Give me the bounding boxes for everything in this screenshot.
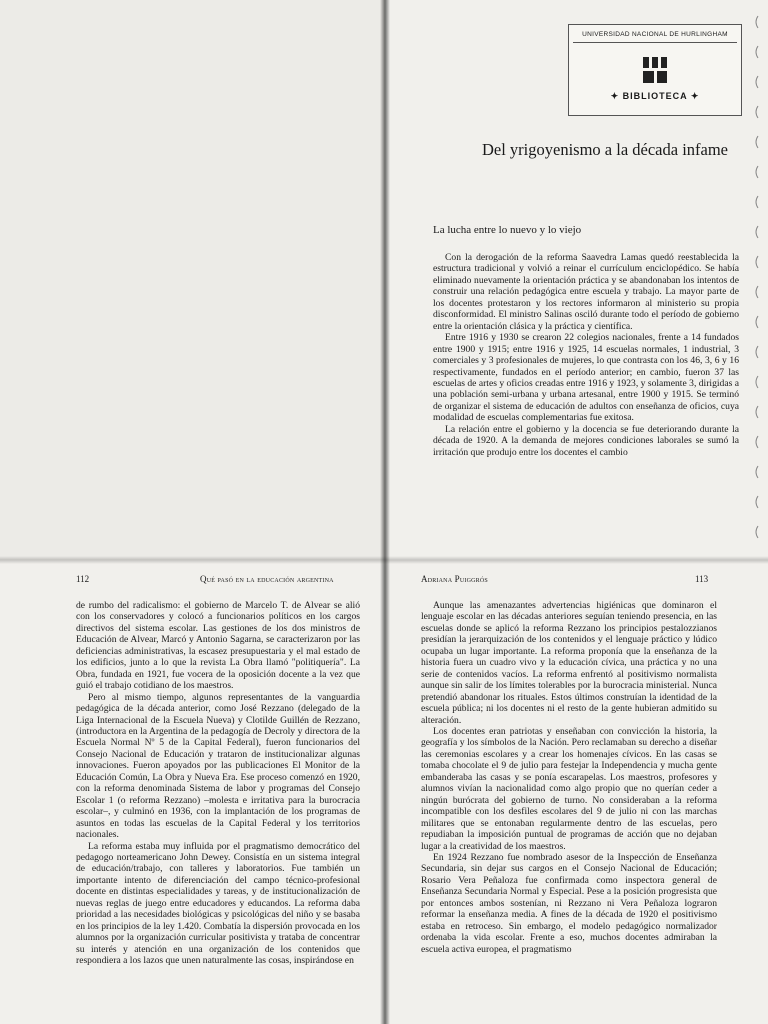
page-number: 112 [76,574,90,584]
page-112-text [76,600,360,967]
stamp-library-label: ✦ BIBLIOTECA ✦ [610,91,700,101]
blank-page-top-left [0,0,385,560]
section-heading: La lucha entre lo nuevo y lo viejo [433,224,582,236]
book-gutter-shadow [380,0,390,560]
paragraph: Entre 1916 y 1930 se crearon 22 colegios nacionales, frente a 14 fundados entre 1900 y 1915; entre 1916 y 1925, 14 escuelas normales, 1 industrial, 3 comerciales y 3 profesionales de mujeres, lo que contrasta con los 46, 3, 6 y 16 respectivamente, fundados en el período anterior; en cambio, fueron 37 las escuelas de artes y oficios creadas entre 1916 y 1923, y solamente 3, dirigidas a una población semi-urbana y urbana artesanal, entre 1900 y 1915. Se terminó de organizar el sistema de educación de adultos con enseñanza de oficios, cuya modalidad de escuelas complementarias fue exitosa. [433,332,739,424]
running-head: Adriana Puiggrós [421,574,488,584]
library-stamp [568,24,742,116]
university-logo-icon [641,55,669,85]
paragraph: Los docentes eran patriotas y enseñaban con convicción la historia, la geografía y los símbolos de la Nación. Pero reclamaban su derecho a diseñar las ceremonias escolares y a crear los homenajes cívicos. En las casas se tomaba chocolate el 9 de julio para festejar la Independencia y mucha gente embanderaba las casas y se ponía escarapelas. Los maestros, profesores y alumnos vivían la nacionalidad como algo propio que no querían ceder a ningún burócrata del gobierno de turno. No consideraban a la reforma incompatible con los desfiles escolares del 9 de julio ni con las marchas militares que se entonaban regularmente dentro de las escuelas, pero repudiaban la imposición puntual de programas de acción que no dejaban lugar a la creatividad de los maestros. [421,725,717,852]
paragraph: En 1924 Rezzano fue nombrado asesor de la Inspección de Enseñanza Secundaria, sin dejar sus cargos en el Consejo Nacional de Educación; Rosario Vera Peñaloza fue confirmada como inspectora general de Enseñanza Secundaria Normal y Especial. Pese a la posición progresista que por entonces ambos sostenían, ni Rezzano ni Vera Peñaloza lograron reformar la enseñanza media. A fines de la década de 1920 el positivismo estaba en retroceso. Sin embargo, el modelo pedagógico normalizador ordenaba la vida escolar. Frente a eso, muchos docentes admiraban la escuela activa europea, el pragmatismo [421,851,717,955]
page-113-text [421,600,717,955]
stamp-divider [573,42,737,43]
scan-fold-shadow [0,556,768,564]
paragraph: Aunque las amenazantes advertencias higiénicas que dominaron el lenguaje escolar en las décadas anteriores seguían teniendo presencia, en las escuelas donde se aplicó la reforma Rezzano los principios pestalozzianos presidían la jerarquización de los contenidos y el lenguaje práctico y lúdico ocupaba un lugar importante. La reforma proponía que la enseñanza de la historia fuera un cuadro vivo y la educación cívica, una práctica y no una serie de contenidos vacíos. La reforma enfrentó al positivismo normalista aunque sin salir de los límites tolerables por la burocracia ministerial. Nunca pretendió abandonar los rituales. Estos últimos construían la identidad de la escuela pública; ni los docentes ni el resto de la gente hubieran admitido su alteración. [421,600,717,726]
paragraph: Con la derogación de la reforma Saavedra Lamas quedó reestablecida la estructura tradicional y volvió a reinar el currículum enciclopédico. Se había eliminado nuevamente la orientación práctica y se abandonaban los intentos de construir una relación pedagógica entre escuela y trabajo. La mayor parte de los docentes protestaron y los rectores informaron al ministerio su propia disconformidad. El ministro Salinas osciló durante todo el período de gobierno entre la orientación clásica y la práctica y científica. [433,252,739,332]
stamp-institution: UNIVERSIDAD NACIONAL DE HURLINGHAM [582,31,728,38]
paragraph: La relación entre el gobierno y la docencia se fue deteriorando durante la década de 1920. A la demanda de mejores condiciones laborales se sumó la irritación que produjo entre los docentes el cambio [433,423,739,458]
paragraph: Pero al mismo tiempo, algunos representantes de la vanguardia pedagógica de la década anterior, como José Rezzano (delegado de la Liga Internacional de la Escuela Nueva) y Clotilde Guillén de Rezzano, (introductora en la Argentina de la pedagogía de Decroly y directora de la Escuela Normal Nº 5 de la Capital Federal), fueron funcionarios del Consejo Nacional de Educación y trataron de institucionalizar algunas innovaciones. Fueron apoyados por las publicaciones El Monitor de la Educación Común, La Obra y Nueva Era. Ese proceso comenzó en 1920, con la reforma denominada Sistema de labor y programas del Consejo Escolar 1 (o reforma Rezzano) –molesta e irritativa para la burocracia escolar–, y culminó en 1936, con la implantación de los programas de asuntos en todas las escuelas de la Capital Federal y los territorios nacionales. [76,691,360,841]
book-gutter-shadow [380,560,390,1024]
chapter-title: Del yrigoyenismo a la década infame [481,140,729,159]
running-head: Qué pasó en la educación argentina [200,574,334,584]
paragraph: de rumbo del radicalismo: el gobierno de Marcelo T. de Alvear se alió con los conservadores y colocó a funcionarios políticos en los cargos directivos del sistema escolar. Las gestiones de los dos ministros de Educación de Alvear, Marcó y Antonio Sagarna, se caracterizaron por las deficiencias administrativas, la escasez presupuestaria y el mal estado de los edificios, junto a lo que la revista La Obra llamó "politiquería". La Obra, fundada en 1921, fue vocera de la oposición docente a la vez que guió el trabajo cotidiano de los maestros. [76,600,360,692]
chapter-opening-text [433,252,739,458]
chapter-opening-page [385,0,768,560]
page-112 [0,560,385,1024]
page-number: 113 [695,574,709,584]
paragraph: La reforma estaba muy influida por el pragmatismo democrático del pedagogo norteamericano John Dewey. Consistía en un sistema integral de educación/trabajo, con talleres y laboratorios. Fue también un importante intento de diferenciación del campo técnico-profesional docente en distintas especialidades y tareas, y de institucionalización de nuevas reglas de juego entre educadores y educandos. La reforma daba prioridad a las necesidades biológicas y psicológicas del niño y se basaba en los principios de la ley 1.420. Combatía la dispersión provocada en los alumnos por la organización curricular positivista y trataba de concentrar su interés y atención en una organización de los contenidos que respondiera a los lazos que unen naturalmente las cosas, inspirándose en [76,840,360,967]
page-edge-marks [748,6,764,546]
page-113 [385,560,768,1024]
